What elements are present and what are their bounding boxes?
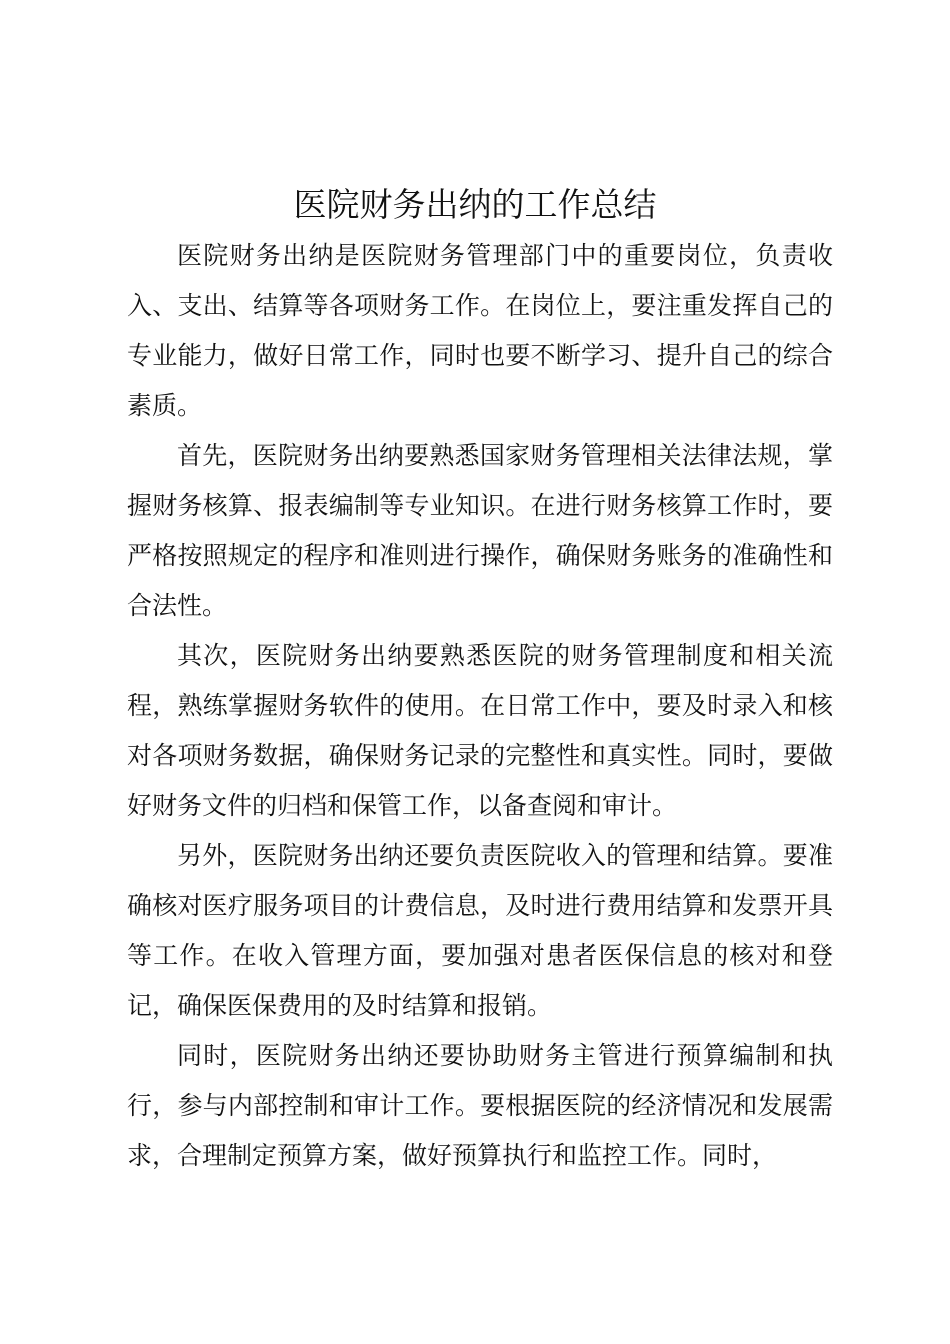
paragraph-intro: 医院财务出纳是医院财务管理部门中的重要岗位，负责收入、支出、结算等各项财务工作。在岗位上，要注重发挥自己的专业能力，做好日常工作，同时也要不断学习、提升自己的综合素质。 xyxy=(127,241,833,420)
document-body xyxy=(127,231,833,1181)
document-title: 医院财务出纳的工作总结 xyxy=(293,185,657,224)
paragraph-meanwhile: 同时，医院财务出纳还要协助财务主管进行预算编制和执行，参与内部控制和审计工作。要根据医院的经济情况和发展需求，合理制定预算方案，做好预算执行和监控工作。同时， xyxy=(127,1041,833,1170)
paragraph-second: 其次，医院财务出纳要熟悉医院的财务管理制度和相关流程，熟练掌握财务软件的使用。在日常工作中，要及时录入和核对各项财务数据，确保财务记录的完整性和真实性。同时，要做好财务文件的归档和保管工作，以备查阅和审计。 xyxy=(127,641,833,820)
paragraph-additionally: 另外，医院财务出纳还要负责医院收入的管理和结算。要准确核对医疗服务项目的计费信息，及时进行费用结算和发票开具等工作。在收入管理方面，要加强对患者医保信息的核对和登记，确保医保费用的及时结算和报销。 xyxy=(127,841,833,1020)
paragraph-first: 首先，医院财务出纳要熟悉国家财务管理相关法律法规，掌握财务核算、报表编制等专业知识。在进行财务核算工作时，要严格按照规定的程序和准则进行操作，确保财务账务的准确性和合法性。 xyxy=(127,441,833,620)
